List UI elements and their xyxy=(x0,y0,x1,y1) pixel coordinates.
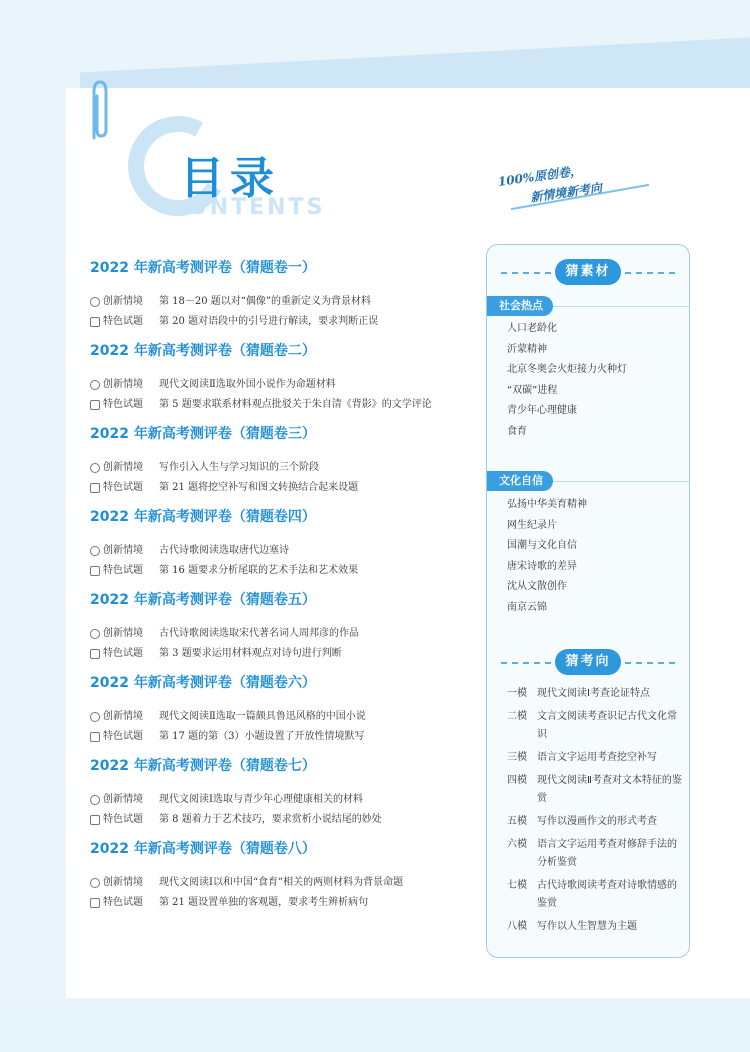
feature-icon xyxy=(90,649,100,659)
section-title: 2022 年新高考测评卷（猜题卷七） xyxy=(90,758,316,774)
culture-topics xyxy=(507,495,587,618)
dash-line xyxy=(625,272,675,274)
direction-text: 语言文字运用考查对修辞手法的分析鉴赏 xyxy=(537,839,677,868)
row-description: 第 16 题要求分析尾联的艺术手法和艺术效果 xyxy=(159,565,359,576)
row-tag: 特色试题 xyxy=(103,482,143,493)
exam-section xyxy=(90,256,480,339)
row-tag: 创新情境 xyxy=(103,877,143,888)
row-description: 现代文阅读Ⅱ选取外国小说作为命题材料 xyxy=(159,379,336,390)
feature-icon xyxy=(90,898,100,908)
section-row xyxy=(90,541,480,561)
feature-icon xyxy=(90,400,100,410)
row-tag: 特色试题 xyxy=(103,897,143,908)
topic-item: 沈从文散创作 xyxy=(507,581,567,592)
row-description: 写作引入人生与学习知识的三个阶段 xyxy=(159,462,319,473)
section-title: 2022 年新高考测评卷（猜题卷六） xyxy=(90,675,316,691)
material-title: 猜素材 xyxy=(555,259,621,285)
dash-line xyxy=(625,662,675,664)
contents-list xyxy=(90,256,480,920)
section-title: 2022 年新高考测评卷（猜题卷一） xyxy=(90,260,316,276)
row-tag: 特色试题 xyxy=(103,565,143,576)
category-cultural-confidence: 文化自信 xyxy=(487,471,553,491)
direction-header xyxy=(487,649,689,675)
row-description: 第 18－20 题以对“偶像”的重新定义为背景材料 xyxy=(159,296,372,307)
direction-item xyxy=(507,813,685,831)
topic-item: 人口老龄化 xyxy=(507,323,557,334)
direction-text: 语言文字运用考查挖空补写 xyxy=(537,752,657,763)
row-description: 第 21 题设置单独的客观题，要求考生辨析病句 xyxy=(159,897,369,908)
innovation-icon xyxy=(90,297,100,307)
dash-line xyxy=(501,662,551,664)
topic-item: 南京云锦 xyxy=(507,601,547,613)
material-header xyxy=(487,259,689,285)
direction-list xyxy=(507,685,685,941)
row-tag: 特色试题 xyxy=(103,316,143,327)
topic-item: 国潮与文化自信 xyxy=(507,540,577,551)
direction-mock-label: 三模 xyxy=(507,752,527,763)
topic-item: 食育 xyxy=(507,425,527,437)
row-tag: 创新情境 xyxy=(103,296,143,307)
bottom-band xyxy=(0,1000,750,1052)
section-title: 2022 年新高考测评卷（猜题卷四） xyxy=(90,509,316,525)
topic-item: 唐宋诗歌的差异 xyxy=(507,560,577,572)
innovation-icon xyxy=(90,795,100,805)
direction-item xyxy=(507,877,685,913)
section-row xyxy=(90,624,480,644)
row-tag: 创新情境 xyxy=(103,794,143,805)
feature-icon xyxy=(90,483,100,493)
section-row xyxy=(90,707,480,727)
topic-item: 沂蒙精神 xyxy=(507,343,547,355)
direction-item xyxy=(507,749,685,767)
direction-mock-label: 四模 xyxy=(507,775,527,786)
feature-icon xyxy=(90,317,100,327)
section-row xyxy=(90,292,480,312)
innovation-icon xyxy=(90,629,100,639)
section-row xyxy=(90,561,480,581)
direction-mock-label: 二模 xyxy=(507,711,527,722)
row-description: 古代诗歌阅读选取唐代边塞诗 xyxy=(159,545,289,556)
row-tag: 创新情境 xyxy=(103,379,143,390)
direction-text: 文言文阅读考查识记古代文化常识 xyxy=(537,711,677,740)
sidebar-panel xyxy=(486,244,690,958)
row-description: 现代文阅读Ⅱ选取一篇颇具鲁迅风格的中国小说 xyxy=(159,711,366,722)
slogan-line-1: 100%原创卷， xyxy=(497,163,583,189)
topic-item: 网生纪录片 xyxy=(507,519,557,531)
row-tag: 创新情境 xyxy=(103,711,143,722)
exam-section xyxy=(90,671,480,754)
exam-section xyxy=(90,837,480,920)
topic-item: “双碳”进程 xyxy=(507,384,558,396)
exam-section xyxy=(90,339,480,422)
direction-item xyxy=(507,685,685,703)
feature-icon xyxy=(90,732,100,742)
row-tag: 创新情境 xyxy=(103,545,143,556)
section-title: 2022 年新高考测评卷（猜题卷五） xyxy=(90,592,316,608)
innovation-icon xyxy=(90,712,100,722)
exam-section xyxy=(90,754,480,837)
row-description: 第 5 题要求联系材料观点批驳关于朱自清《背影》的文学评论 xyxy=(159,399,432,410)
row-description: 第 21 题将挖空补写和图文转换结合起来设题 xyxy=(159,482,359,493)
row-tag: 特色试题 xyxy=(103,731,143,742)
topic-item: 弘扬中华美育精神 xyxy=(507,499,587,510)
section-row xyxy=(90,478,480,498)
section-row xyxy=(90,727,480,747)
row-description: 第 20 题对语段中的引号进行解读，要求判断正误 xyxy=(159,316,379,327)
innovation-icon xyxy=(90,546,100,556)
row-tag: 特色试题 xyxy=(103,399,143,410)
row-description: 现代文阅读Ⅰ选取与青少年心理健康相关的材料 xyxy=(159,794,363,805)
topic-item: 青少年心理健康 xyxy=(507,405,577,416)
section-title: 2022 年新高考测评卷（猜题卷八） xyxy=(90,841,316,857)
direction-text: 古代诗歌阅读考查对诗歌情感的鉴赏 xyxy=(537,880,677,909)
direction-title: 猜考向 xyxy=(555,649,621,675)
direction-text: 写作以人生智慧为主题 xyxy=(537,921,637,932)
section-row xyxy=(90,458,480,478)
slogan-line-2: 新情境新考向 xyxy=(529,180,603,205)
page-title-english: ONTENTS xyxy=(188,195,326,220)
section-row xyxy=(90,395,480,415)
section-title: 2022 年新高考测评卷（猜题卷二） xyxy=(90,343,316,359)
section-title: 2022 年新高考测评卷（猜题卷三） xyxy=(90,426,316,442)
dash-line xyxy=(501,272,551,274)
row-tag: 创新情境 xyxy=(103,628,143,639)
row-tag: 创新情境 xyxy=(103,462,143,473)
direction-text: 现代文阅读Ⅰ考查论证特点 xyxy=(537,688,650,699)
feature-icon xyxy=(90,566,100,576)
section-row xyxy=(90,873,480,893)
row-tag: 特色试题 xyxy=(103,814,143,825)
row-description: 第 3 题要求运用材料观点对诗句进行判断 xyxy=(159,648,342,659)
section-row xyxy=(90,893,480,913)
row-description: 古代诗歌阅读选取宋代著名词人周邦彦的作品 xyxy=(159,628,359,639)
paperclip-icon xyxy=(86,78,112,142)
innovation-icon xyxy=(90,463,100,473)
row-description: 现代文阅读Ⅰ以和中国“食育”相关的两则材料为背景命题 xyxy=(159,877,404,888)
section-row xyxy=(90,810,480,830)
exam-section xyxy=(90,422,480,505)
section-row xyxy=(90,790,480,810)
section-row xyxy=(90,644,480,664)
row-description: 第 17 题的第（3）小题设置了开放性情境默写 xyxy=(159,731,365,742)
section-row xyxy=(90,375,480,395)
direction-mock-label: 六模 xyxy=(507,839,527,850)
exam-section xyxy=(90,588,480,671)
direction-item xyxy=(507,708,685,744)
innovation-icon xyxy=(90,878,100,888)
direction-mock-label: 一模 xyxy=(507,688,527,699)
direction-item xyxy=(507,836,685,872)
direction-text: 现代文阅读Ⅱ考查对文本特征的鉴赏 xyxy=(537,775,682,804)
innovation-icon xyxy=(90,380,100,390)
page-title: 目录 xyxy=(180,153,280,204)
direction-item xyxy=(507,918,685,936)
feature-icon xyxy=(90,815,100,825)
direction-item xyxy=(507,772,685,808)
topic-item: 北京冬奥会火炬接力火种灯 xyxy=(507,364,627,375)
exam-section xyxy=(90,505,480,588)
direction-text: 写作以漫画作文的形式考查 xyxy=(537,816,657,827)
category-social-hotspots: 社会热点 xyxy=(487,296,553,316)
row-description: 第 8 题着力于艺术技巧，要求赏析小说结尾的妙处 xyxy=(159,814,382,825)
social-topics xyxy=(507,319,627,442)
direction-mock-label: 五模 xyxy=(507,816,527,827)
direction-mock-label: 八模 xyxy=(507,921,527,932)
direction-mock-label: 七模 xyxy=(507,880,527,891)
row-tag: 特色试题 xyxy=(103,648,143,659)
section-row xyxy=(90,312,480,332)
